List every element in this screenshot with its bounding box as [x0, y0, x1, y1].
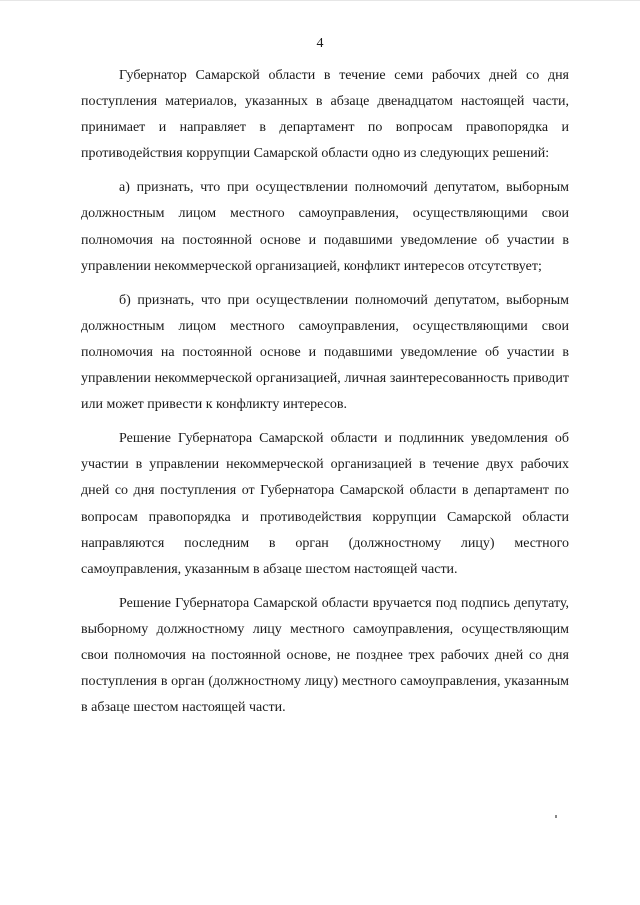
page-number: 4	[316, 36, 324, 51]
paragraph-decision-transfer: Решение Губернатора Самарской области и подлинник уведомления об участии в управлении некоммерческой организацией в течение двух рабочих дней со дня поступления от Губернатора Самарской области в департамент по вопросам правопорядка и противодействия коррупции Самарской области направляются последним в орган (должностному лицу) местного самоуправления, указанным в абзаце шестом настоящей части.	[81, 431, 569, 577]
paragraph-decision-intro: Губернатор Самарской области в течение семи рабочих дней со дня поступления материалов, указанных в абзаце двенадцатом настоящей части, принимает и направляет в департамент по вопросам правопорядка и противодействия коррупции Самарской области одно из следующих решений:	[81, 68, 569, 162]
scan-mark	[555, 815, 557, 818]
document-body	[81, 63, 569, 721]
paragraph-decision-delivery: Решение Губернатора Самарской области вручается под подпись депутату, выборному должностному лицу местного самоуправления, осуществляющим свои полномочия на постоянной основе, не позднее трех рабочих дней со дня поступления в орган (должностному лицу) местного самоуправления, указанным в абзаце шестом настоящей части.	[81, 595, 569, 716]
scan-edge-line	[0, 0, 640, 1]
paragraph-option-b: б) признать, что при осуществлении полномочий депутатом, выборным должностным лицом местного самоуправления, осуществляющими свои полномочия на постоянной основе и подавшими уведомление об участии в управлении некоммерческой организацией, личная заинтересованность приводит или может привести к конфликту интересов.	[81, 292, 569, 413]
paragraph-option-a: а) признать, что при осуществлении полномочий депутатом, выборным должностным лицом местного самоуправления, осуществляющими свои полномочия на постоянной основе и подавшими уведомление об участии в управлении некоммерческой организацией, конфликт интересов отсутствует;	[81, 180, 569, 274]
